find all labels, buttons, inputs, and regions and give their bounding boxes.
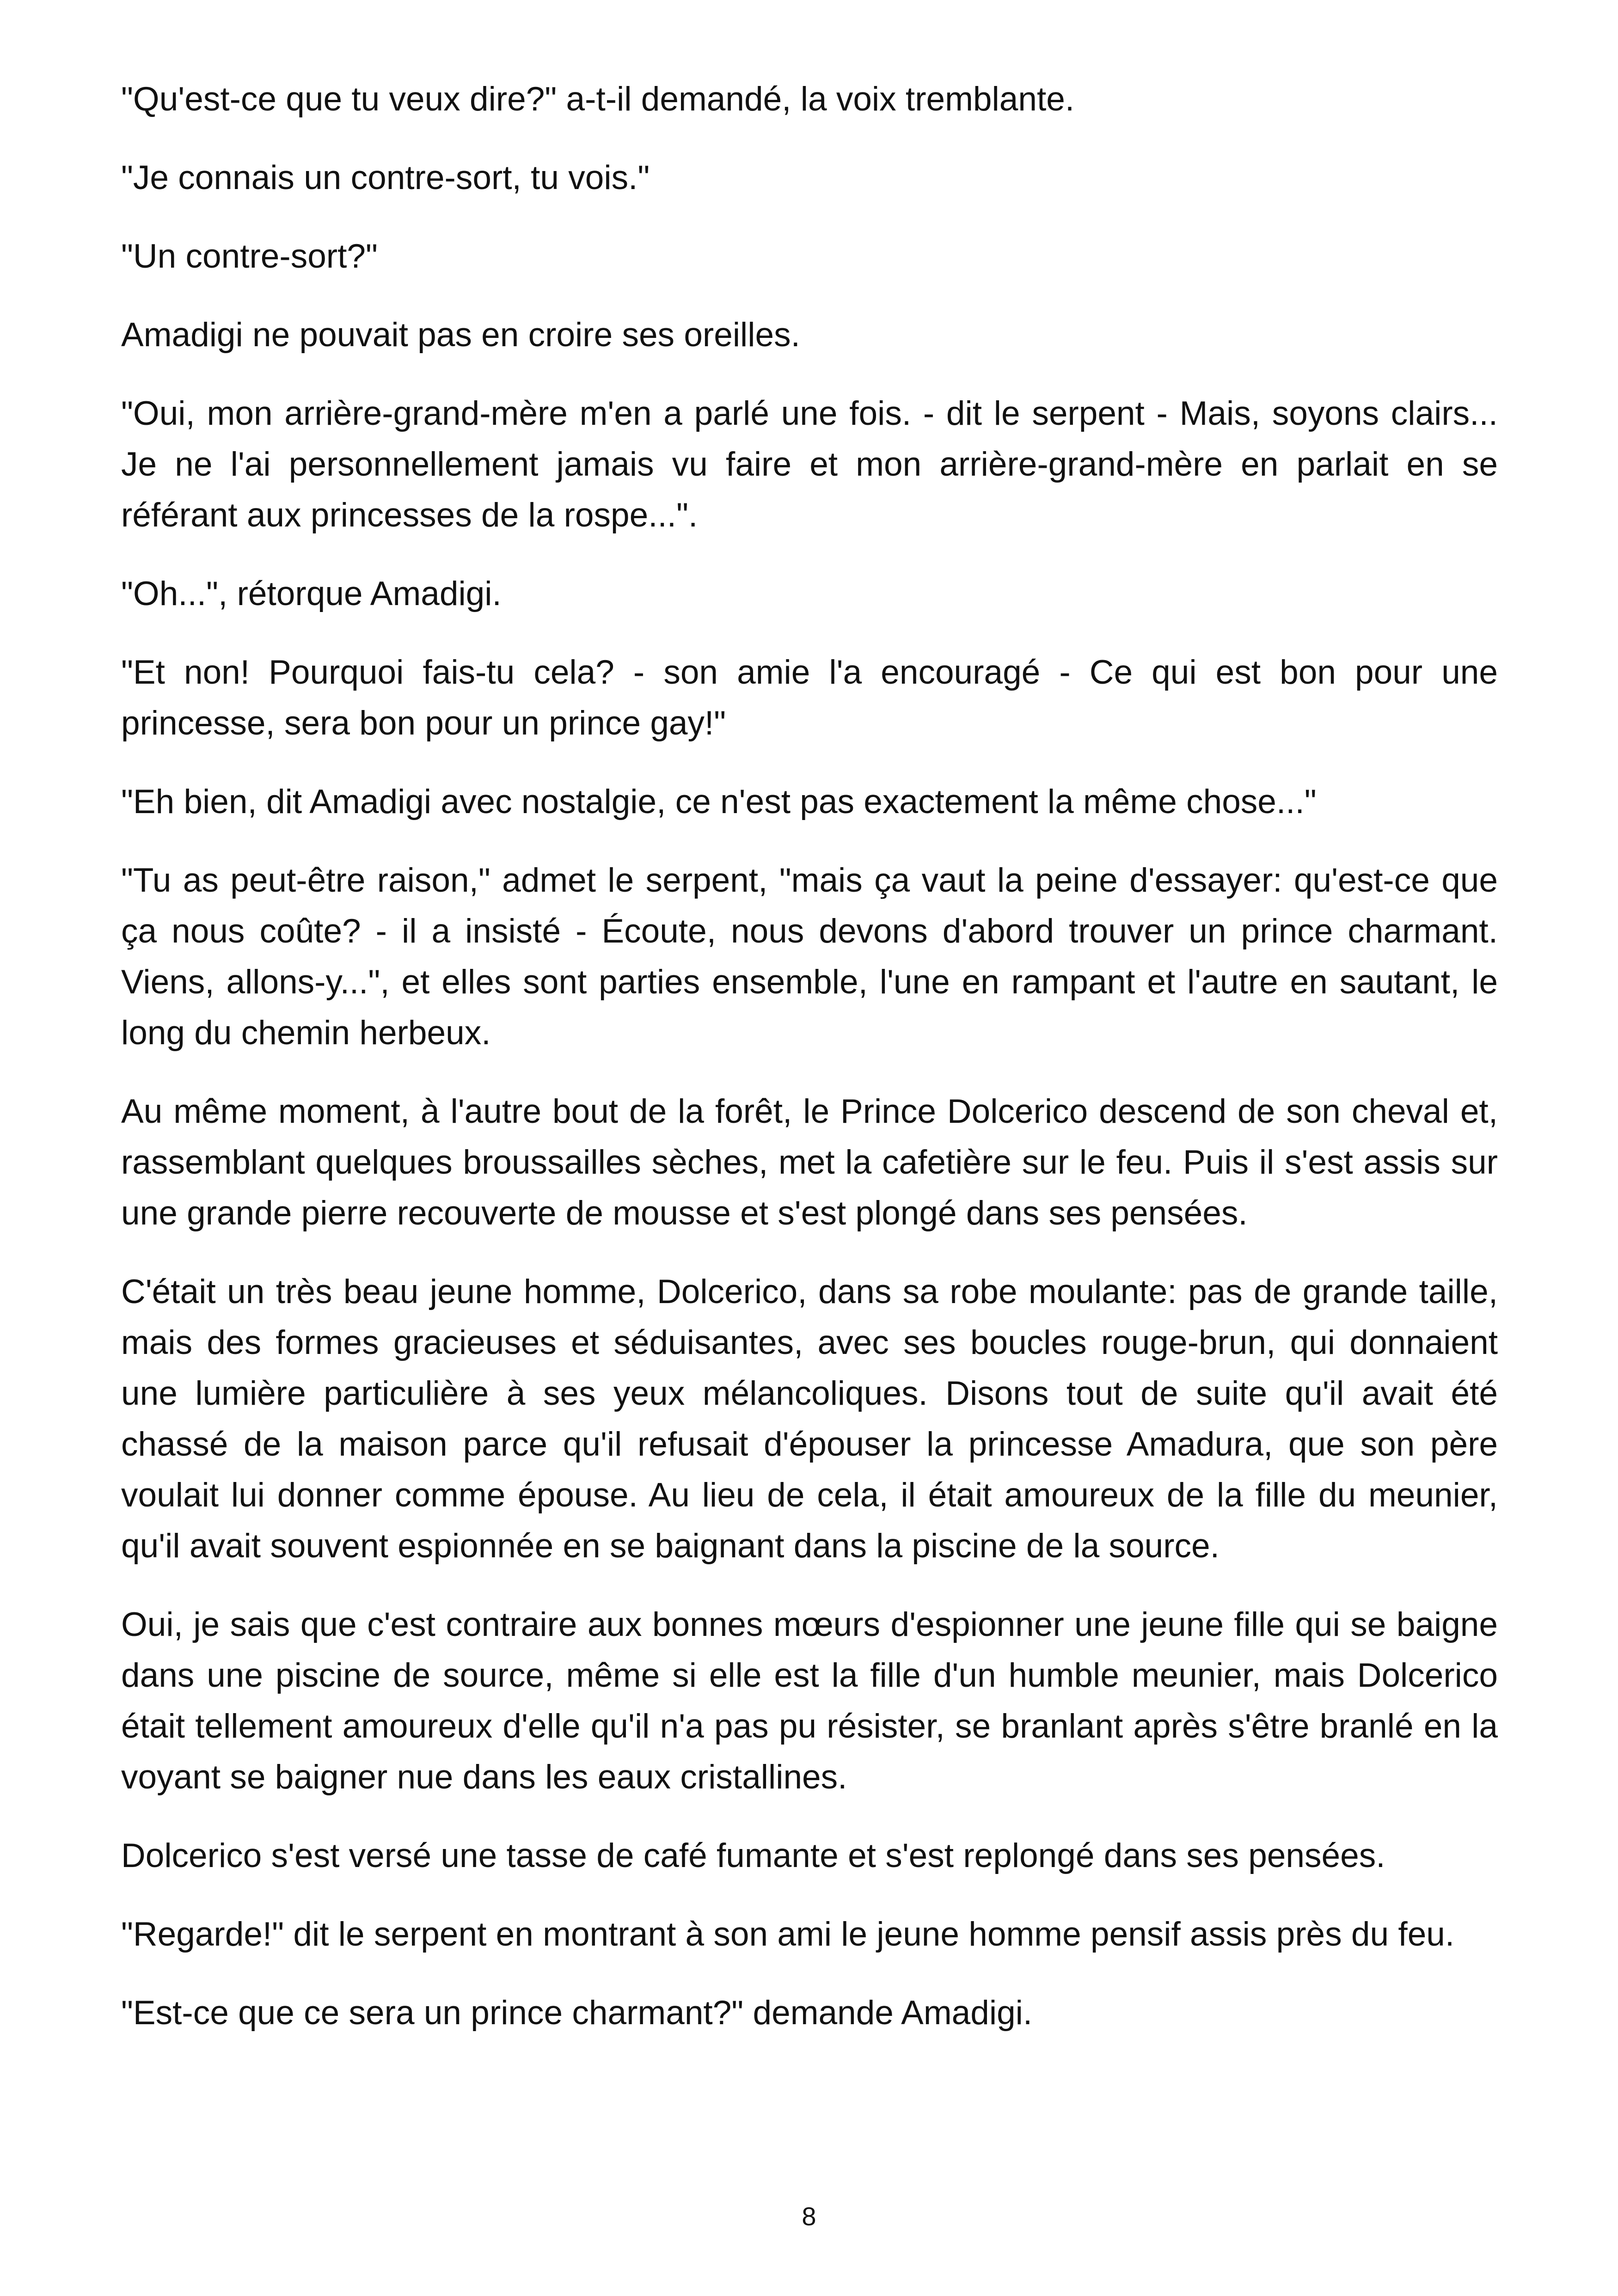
paragraph: "Eh bien, dit Amadigi avec nostalgie, ce n'est pas exactement la même chose..." [121,783,1317,820]
paragraph: Au même moment, à l'autre bout de la forêt, le Prince Dolcerico descend de son cheval et, rassemblant quelques broussailles sèches, met la cafetière sur le feu. Puis il s'est assis sur une grande pierre recouverte de mousse et s'est plongé dans ses pensées. [121,1093,1498,1232]
body-text [121,74,1498,2066]
paragraph: C'était un très beau jeune homme, Dolcerico, dans sa robe moulante: pas de grande taille, mais des formes gracieuses et séduisantes, avec ses boucles rouge-brun, qui donnaient une lumière particulière à ses yeux mélancoliques. Disons tout de suite qu'il avait été chassé de la maison parce qu'il refusait d'épouser la princesse Amadura, que son père voulait lui donner comme épouse. Au lieu de cela, il était amoureux de la fille du meunier, qu'il avait souvent espionnée en se baignant dans la piscine de la source. [121,1273,1498,1565]
paragraph: "Un contre-sort?" [121,238,378,275]
paragraph: "Est-ce que ce sera un prince charmant?" demande Amadigi. [121,1994,1033,2032]
paragraph: "Je connais un contre-sort, tu vois." [121,159,650,196]
paragraph: "Et non! Pourquoi fais-tu cela? - son amie l'a encouragé - Ce qui est bon pour une princesse, sera bon pour un prince gay!" [121,654,1498,742]
paragraph: "Oh...", rétorque Amadigi. [121,575,502,612]
paragraph: "Qu'est-ce que tu veux dire?" a-t-il demandé, la voix tremblante. [121,80,1075,118]
paragraph: "Oui, mon arrière-grand-mère m'en a parlé une fois. - dit le serpent - Mais, soyons clairs... Je ne l'ai personnellement jamais vu faire et mon arrière-grand-mère en parlait en se référant aux princesses de la rospe...". [121,395,1498,534]
paragraph: "Tu as peut-être raison," admet le serpent, "mais ça vaut la peine d'essayer: qu'est-ce que ça nous coûte? - il a insisté - Écoute, nous devons d'abord trouver un prince charmant. Viens, allons-y...", et elles sont parties ensemble, l'une en rampant et l'autre en sautant, le long du chemin herbeux. [121,862,1498,1052]
paragraph: Oui, je sais que c'est contraire aux bonnes mœurs d'espionner une jeune fille qui se baigne dans une piscine de source, même si elle est la fille d'un humble meunier, mais Dolcerico était tellement amoureux d'elle qu'il n'a pas pu résister, se branlant après s'être branlé en la voyant se baigner nue dans les eaux cristallines. [121,1606,1498,1796]
paragraph: Amadigi ne pouvait pas en croire ses oreilles. [121,316,800,354]
paragraph: "Regarde!" dit le serpent en montrant à son ami le jeune homme pensif assis près du feu. [121,1916,1455,1953]
page-number: 8 [802,2202,816,2231]
paragraph: Dolcerico s'est versé une tasse de café fumante et s'est replongé dans ses pensées. [121,1837,1385,1874]
